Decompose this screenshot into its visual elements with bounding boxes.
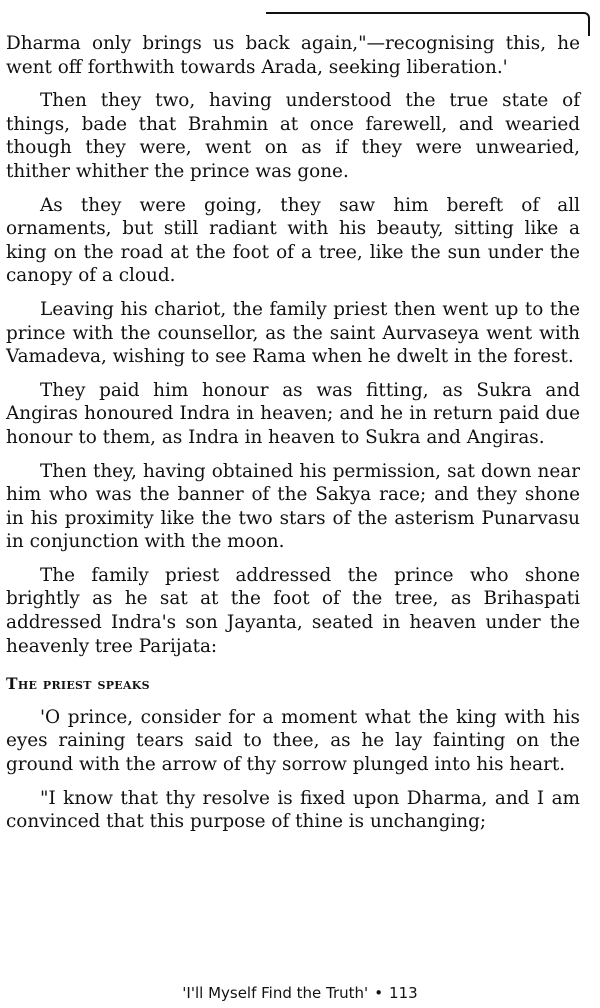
running-title: 'I'll Myself Find the Truth': [182, 984, 369, 1002]
paragraph-4: Leaving his chariot, the family priest then went up to the prince with the counsellor, as the saint Aurvaseya went with Vamadeva, wishing to see Rama when he dwelt in the forest.: [6, 298, 580, 368]
paragraph-8: 'O prince, consider for a moment what the king with his eyes raining tears said to thee, as he lay fainting on the ground with the arrow of thy sorrow plunged into his heart.: [6, 706, 580, 776]
paragraph-2: Then they two, having understood the true state of things, bade that Brahmin at once farewell, and wearied though they were, went on as if they were unwearied, thither whither the prince was gone.: [6, 90, 580, 182]
paragraph-3: As they were going, they saw him bereft of all ornaments, but still radiant with his beauty, sitting like a king on the road at the foot of a tree, like the sun under the canopy of a cloud.: [6, 194, 580, 287]
section-heading: The priest speaks: [6, 674, 150, 694]
page-footer: [0, 984, 600, 1002]
paragraph-7: The family priest addressed the prince who shone brightly as he sat at the foot of the tree, as Brihaspati addressed Indra's son Jayanta, seated in heaven under the heavenly tree Parijata:: [6, 564, 580, 657]
page-body: [6, 32, 580, 844]
paragraph-6: Then they, having obtained his permission, sat down near him who was the banner of the Sakya race; and they shone in his proximity like the two stars of the asterism Punarvasu in conjunction with the moon.: [6, 460, 580, 553]
page-number: 113: [389, 984, 418, 1002]
paragraph-9: "I know that thy resolve is fixed upon Dharma, and I am convinced that this purpose of thine is unchanging;: [6, 787, 580, 833]
paragraph-1: Dharma only brings us back again,"—recognising this, he went off forthwith towards Arada, seeking liberation.': [6, 33, 580, 78]
paragraph-5: They paid him honour as was fitting, as Sukra and Angiras honoured Indra in heaven; and he in return paid due honour to them, as Indra in heaven to Sukra and Angiras.: [6, 379, 580, 448]
footer-separator: •: [374, 984, 384, 1002]
